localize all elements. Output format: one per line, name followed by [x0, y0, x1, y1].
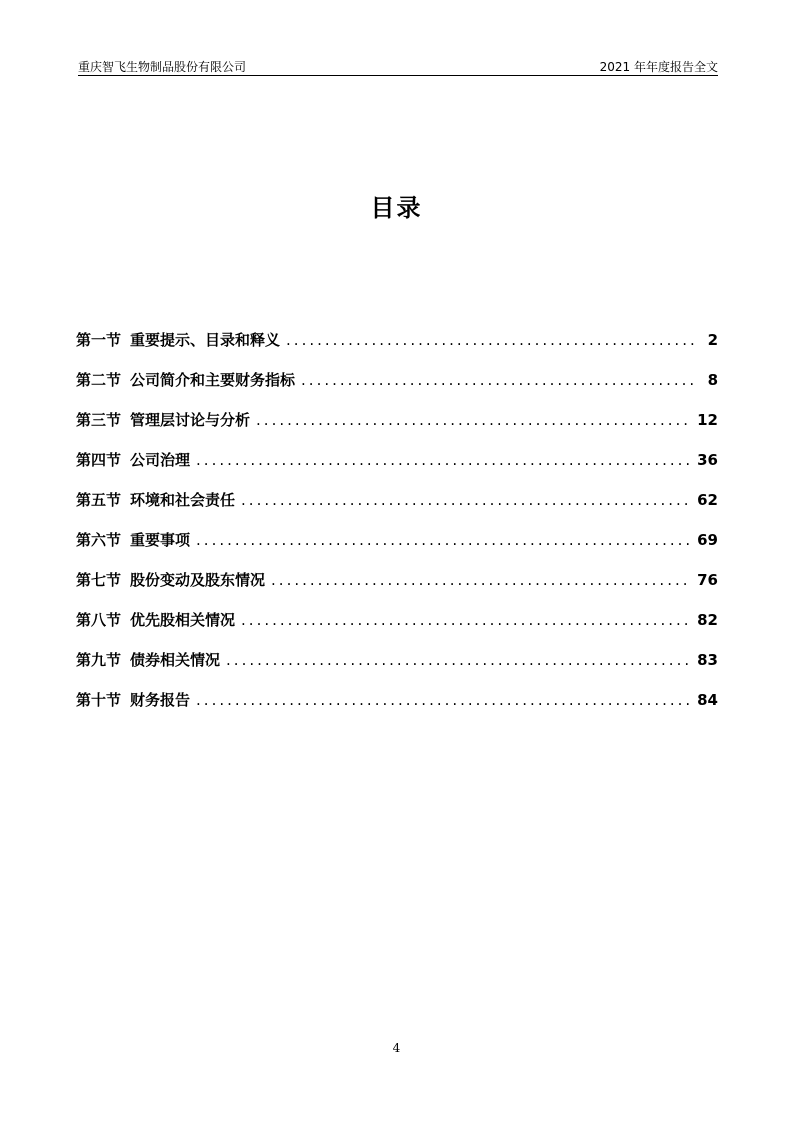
toc-section-label: 第八节: [76, 611, 122, 629]
toc-entry-title: 重要提示、目录和释义: [130, 331, 281, 349]
toc-entry-3[interactable]: [76, 409, 718, 449]
toc-dot-leader: [301, 371, 698, 389]
toc-dot-leader: [196, 691, 691, 709]
toc-entry-title: 重要事项: [130, 531, 191, 549]
toc-section-label: 第一节: [76, 331, 122, 349]
header-report-title: 2021 年年度报告全文: [599, 60, 718, 74]
toc-section-label: 第十节: [76, 691, 122, 709]
toc-page-number: 82: [697, 611, 718, 629]
toc-entry-title: 财务报告: [130, 691, 191, 709]
header-company-name: 重庆智飞生物制品股份有限公司: [78, 60, 247, 74]
toc-dot-leader: [271, 571, 691, 589]
toc-entry-title: 优先股相关情况: [130, 611, 236, 629]
toc-dot-leader: [241, 491, 691, 509]
toc-page-number: 2: [707, 331, 718, 349]
toc-entry-1[interactable]: [76, 329, 718, 369]
toc-entry-6[interactable]: [76, 529, 718, 569]
toc-entry-title: 股份变动及股东情况: [130, 571, 266, 589]
table-of-contents: [76, 329, 718, 729]
toc-section-label: 第七节: [76, 571, 122, 589]
toc-section-label: 第二节: [76, 371, 122, 389]
toc-page-number: 8: [707, 371, 718, 389]
toc-page-number: 76: [697, 571, 718, 589]
toc-dot-leader: [226, 651, 691, 669]
header-divider: [78, 75, 718, 76]
toc-page-number: 12: [697, 411, 718, 429]
page-header: [78, 56, 718, 76]
footer-page-number: 4: [392, 1041, 401, 1055]
toc-page-number: 83: [697, 651, 718, 669]
toc-entry-9[interactable]: [76, 649, 718, 689]
toc-page-number: 62: [697, 491, 718, 509]
page-title: 目录: [370, 194, 423, 222]
toc-entry-title: 公司治理: [130, 451, 191, 469]
toc-dot-leader: [286, 331, 698, 349]
toc-section-label: 第六节: [76, 531, 122, 549]
toc-entry-title: 管理层讨论与分析: [130, 411, 251, 429]
toc-entry-title: 债券相关情况: [130, 651, 221, 669]
toc-dot-leader: [196, 531, 691, 549]
toc-entry-title: 公司简介和主要财务指标: [130, 371, 296, 389]
toc-entry-title: 环境和社会责任: [130, 491, 236, 509]
toc-dot-leader: [196, 451, 691, 469]
toc-dot-leader: [241, 611, 691, 629]
toc-entry-2[interactable]: [76, 369, 718, 409]
toc-entry-4[interactable]: [76, 449, 718, 489]
toc-section-label: 第五节: [76, 491, 122, 509]
toc-entry-8[interactable]: [76, 609, 718, 649]
toc-page-number: 36: [697, 451, 718, 469]
toc-page-number: 69: [697, 531, 718, 549]
toc-entry-7[interactable]: [76, 569, 718, 609]
toc-section-label: 第三节: [76, 411, 122, 429]
toc-dot-leader: [256, 411, 691, 429]
toc-entry-5[interactable]: [76, 489, 718, 529]
toc-section-label: 第九节: [76, 651, 122, 669]
toc-entry-10[interactable]: [76, 689, 718, 729]
toc-section-label: 第四节: [76, 451, 122, 469]
toc-page-number: 84: [697, 691, 718, 709]
